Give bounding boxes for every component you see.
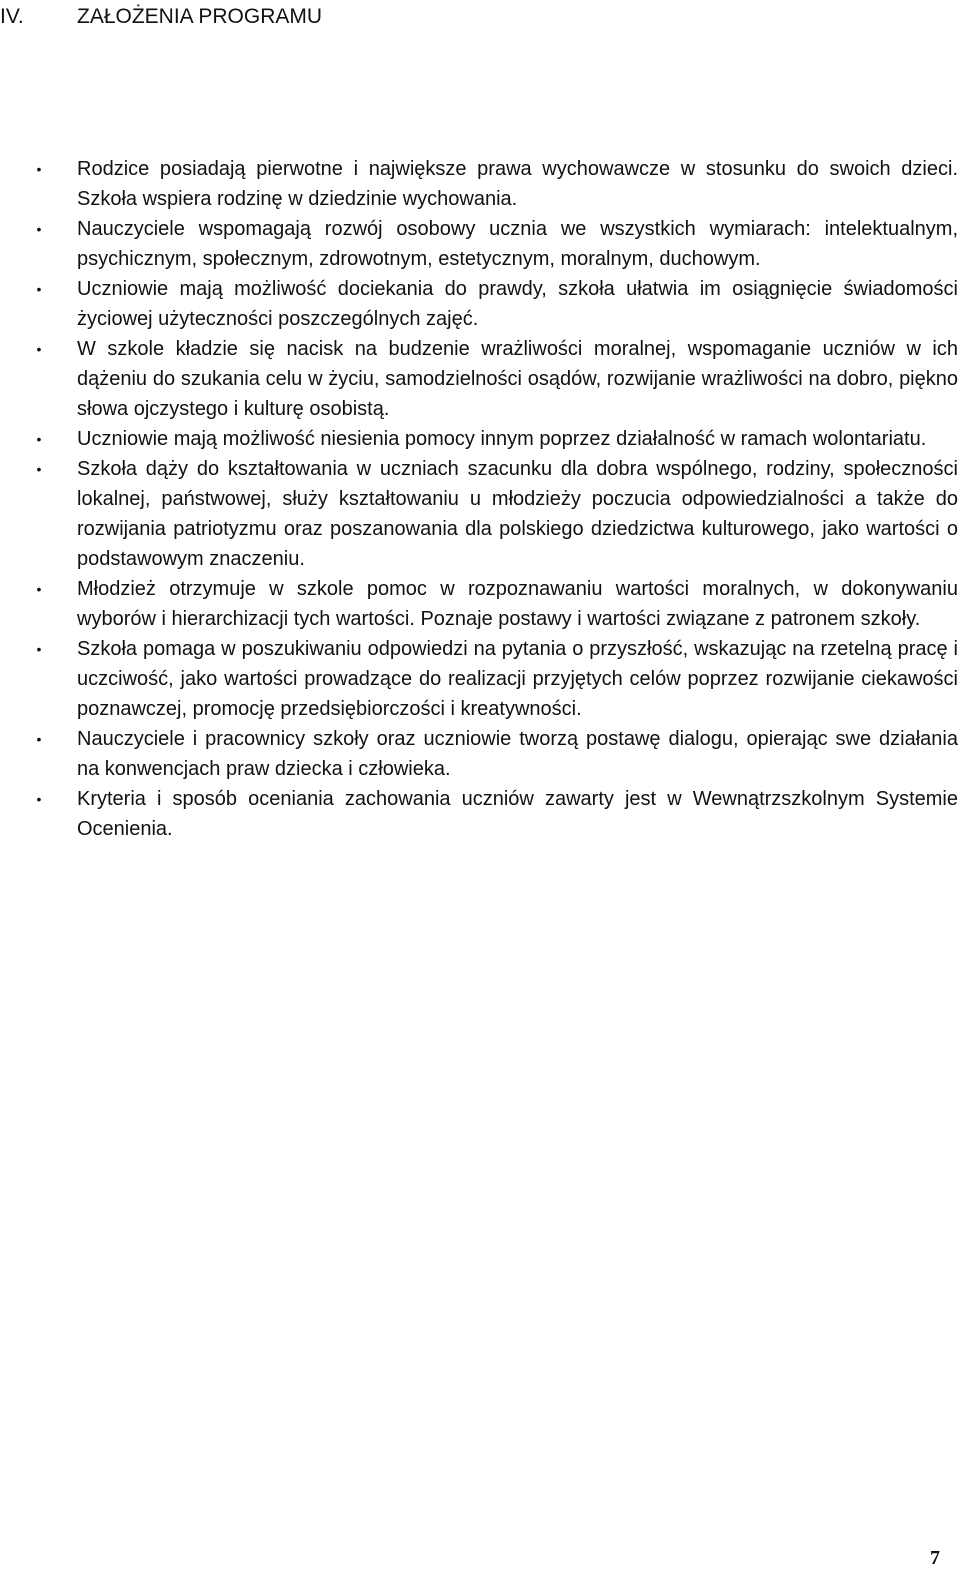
- list-item-text: Nauczyciele wspomagają rozwój osobowy ucznia we wszystkich wymiarach: intelektualnym, psychicznym, społecznym, zdrowotnym, estetycznym, moralnym, duchowym.: [77, 218, 958, 270]
- bullet-icon: •: [36, 281, 42, 297]
- bullet-icon: •: [36, 581, 42, 597]
- list-item-text: Rodzice posiadają pierwotne i największe prawa wychowawcze w stosunku do swoich dzieci. Szkoła wspiera rodzinę w dziedzinie wychowania.: [77, 158, 958, 210]
- section-title: ZAŁOŻENIA PROGRAMU: [77, 5, 323, 28]
- bullet-icon: •: [36, 221, 42, 237]
- list-item-text: W szkole kładzie się nacisk na budzenie wrażliwości moralnej, wspomaganie uczniów w ich dążeniu do szukania celu w życiu, samodzielności osądów, rozwijanie wrażliwości na dobro, piękno słowa ojczystego i kulturę osobistą.: [77, 338, 958, 420]
- list-item: [0, 724, 960, 784]
- bullet-icon: •: [36, 641, 42, 657]
- principles-list: [0, 154, 960, 844]
- page-number: 7: [930, 1547, 940, 1569]
- bullet-icon: •: [36, 461, 42, 477]
- bullet-icon: •: [36, 431, 42, 447]
- list-item-text: Uczniowie mają możliwość niesienia pomocy innym poprzez działalność w ramach wolontariatu.: [77, 428, 927, 450]
- list-item-text: Młodzież otrzymuje w szkole pomoc w rozpoznawaniu wartości moralnych, w dokonywaniu wyborów i hierarchizacji tych wartości. Poznaje postawy i wartości związane z patronem szkoły.: [77, 578, 958, 630]
- list-item: [0, 784, 960, 844]
- list-item: [0, 424, 960, 454]
- list-item: [0, 154, 960, 214]
- section-heading: [0, 2, 322, 32]
- section-number: IV.: [0, 5, 24, 28]
- bullet-icon: •: [36, 341, 42, 357]
- list-item: [0, 574, 960, 634]
- list-item: [0, 214, 960, 274]
- list-item-text: Szkoła pomaga w poszukiwaniu odpowiedzi na pytania o przyszłość, wskazując na rzetelną pracę i uczciwość, jako wartości prowadzące do realizacji przyjętych celów poprzez rozwijanie ciekawości poznawczej, promocję przedsiębiorczości i kreatywności.: [77, 638, 958, 720]
- list-item-text: Kryteria i sposób oceniania zachowania uczniów zawarty jest w Wewnątrzszkolnym Systemie Ocenienia.: [77, 788, 958, 840]
- bullet-icon: •: [36, 161, 42, 177]
- list-item: [0, 454, 960, 574]
- list-item: [0, 334, 960, 424]
- bullet-icon: •: [36, 731, 42, 747]
- list-item: [0, 634, 960, 724]
- list-item-text: Nauczyciele i pracownicy szkoły oraz uczniowie tworzą postawę dialogu, opierając swe działania na konwencjach praw dziecka i człowieka.: [77, 728, 958, 780]
- list-item-text: Szkoła dąży do kształtowania w uczniach szacunku dla dobra wspólnego, rodziny, społeczności lokalnej, państwowej, służy kształtowaniu u młodzieży poczucia odpowiedzialności a także do rozwijania patriotyzmu oraz poszanowania dla polskiego dziedzictwa kulturowego, jako wartości o podstawowym znaczeniu.: [77, 458, 958, 570]
- list-item: [0, 274, 960, 334]
- bullet-icon: •: [36, 791, 42, 807]
- list-item-text: Uczniowie mają możliwość dociekania do prawdy, szkoła ułatwia im osiągnięcie świadomości życiowej użyteczności poszczególnych zajęć.: [77, 278, 958, 330]
